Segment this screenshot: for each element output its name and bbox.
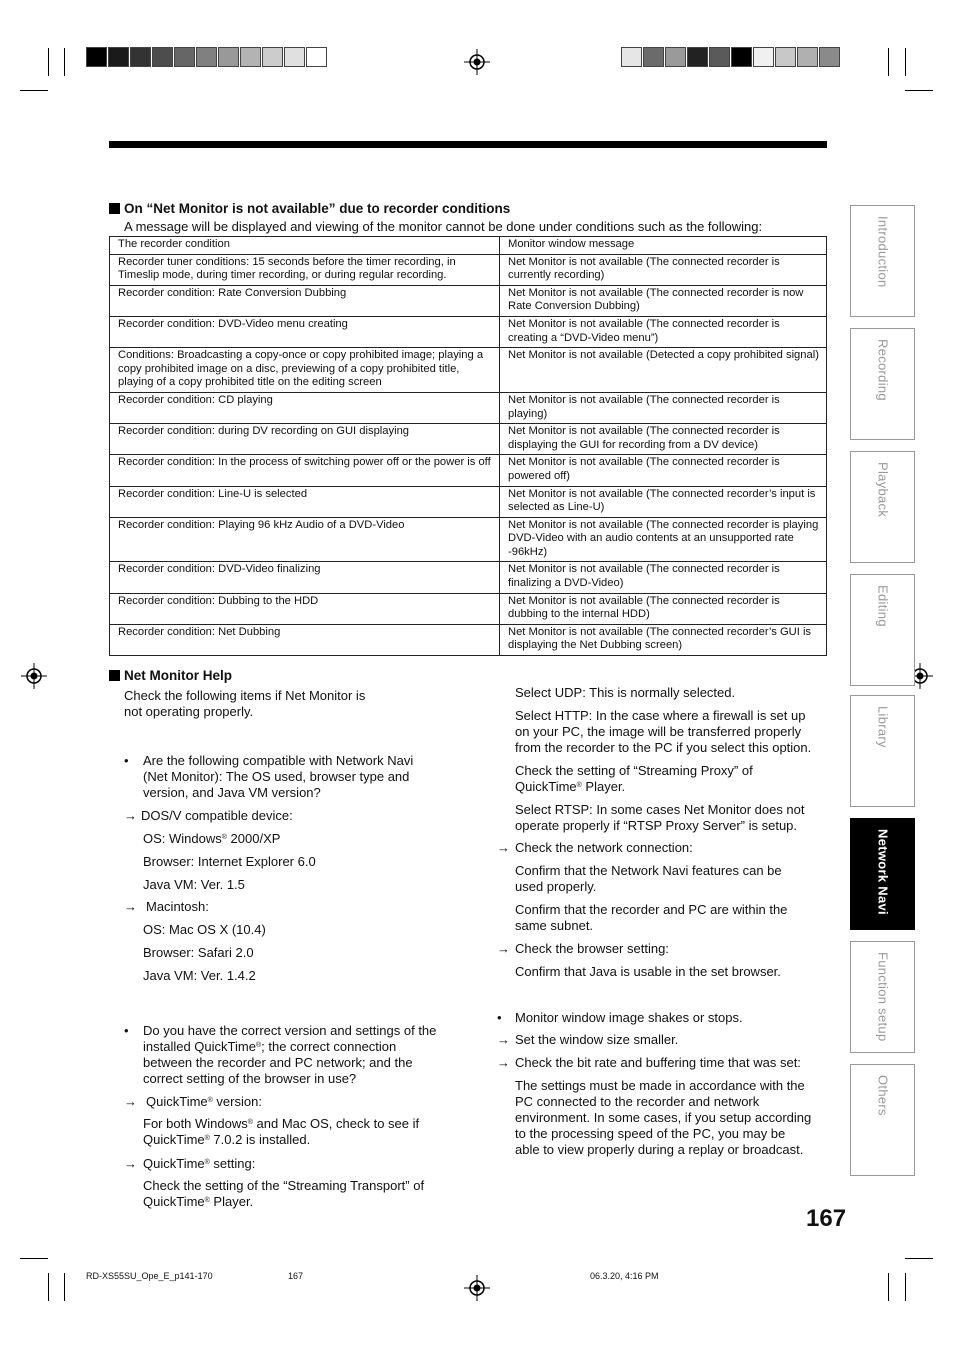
section-heading-net-monitor-unavailable [109, 201, 510, 216]
bullet-icon: • [124, 1023, 129, 1038]
arrow-icon: → [497, 1032, 510, 1047]
table-row [110, 455, 827, 486]
recorder-condition-table [109, 236, 827, 656]
quicktime-version-text: QuickTime® 7.0.2 is installed. [143, 1132, 311, 1147]
recorder-condition-cell: Recorder condition: DVD-Video menu creating [110, 316, 500, 347]
footer-file: RD-XS55SU_Ope_E_p141-170 [86, 1271, 213, 1281]
recorder-condition-cell: Recorder condition: during DV recording on GUI displaying [110, 424, 500, 455]
color-swatch [687, 47, 708, 67]
window-size-text: Set the window size smaller. [515, 1032, 679, 1047]
tab-others[interactable] [850, 1064, 915, 1176]
recorder-condition-cell: Conditions: Broadcasting a copy-once or copy prohibited image; playing a copy prohibited image on a disc, previewing of a copy prohibited title, playing of a copy prohibited title on the editing screen [110, 348, 500, 393]
monitor-message-cell: Net Monitor is not available (The connected recorder is displaying the GUI for recording from a DV device) [500, 424, 827, 455]
recorder-condition-cell: Recorder condition: Line-U is selected [110, 486, 500, 517]
tab-label: Editing [875, 585, 890, 627]
heading-square-icon [109, 670, 120, 681]
confirm-text: Confirm that the recorder and PC are within the [515, 902, 788, 917]
color-swatch [753, 47, 774, 67]
tab-label: Network Navi [875, 829, 890, 915]
bullet-icon: • [497, 1010, 502, 1025]
crop-mark [20, 1258, 48, 1259]
footer-date: 06.3.20, 4:16 PM [590, 1271, 659, 1281]
crop-mark [64, 48, 65, 76]
tab-library[interactable] [850, 695, 915, 807]
tab-label: Playback [875, 462, 890, 518]
recorder-condition-cell: Recorder condition: CD playing [110, 392, 500, 423]
proxy-text: Check the setting of “Streaming Proxy” of [515, 763, 753, 778]
settings-text: to the processing speed of the PC, you may be [515, 1126, 786, 1141]
crop-mark [888, 48, 889, 76]
quicktime-version-label: QuickTime® version: [146, 1094, 262, 1109]
tab-recording[interactable] [850, 328, 915, 440]
color-swatch [108, 47, 129, 67]
color-swatch [262, 47, 283, 67]
table-row [110, 624, 827, 655]
tab-label: Function setup [875, 952, 890, 1042]
monitor-message-cell: Net Monitor is not available (The connected recorder is playing) [500, 392, 827, 423]
http-text: on your PC, the image will be transferred properly [515, 724, 802, 739]
color-swatch [196, 47, 217, 67]
network-check-label: Check the network connection: [515, 840, 693, 855]
confirm-text: same subnet. [515, 918, 594, 933]
crop-mark [64, 1273, 65, 1301]
color-swatch [621, 47, 642, 67]
monitor-message-cell: Net Monitor is not available (The connected recorder is dubbing to the internal HDD) [500, 593, 827, 624]
table-header-cell: The recorder condition [110, 237, 500, 255]
table-row [110, 348, 827, 393]
bitrate-text: Check the bit rate and buffering time that was set: [515, 1055, 801, 1070]
http-text: Select HTTP: In the case where a firewall is set up [515, 708, 806, 723]
settings-text: environment. In some cases, if you setup according [515, 1110, 812, 1125]
proxy-text: QuickTime® Player. [515, 779, 626, 794]
bullet-icon: • [124, 753, 129, 768]
color-swatch [86, 47, 107, 67]
shakes-question: Monitor window image shakes or stops. [515, 1010, 743, 1025]
color-swatch [174, 47, 195, 67]
java-vm-windows: Java VM: Ver. 1.5 [143, 877, 245, 892]
monitor-message-cell: Net Monitor is not available (Detected a copy prohibited signal) [500, 348, 827, 393]
color-swatch [284, 47, 305, 67]
monitor-message-cell: Net Monitor is not available (The connected recorder is powered off) [500, 455, 827, 486]
table-row [110, 254, 827, 285]
question-line: Do you have the correct version and settings of the [143, 1023, 437, 1038]
arrow-icon: → [124, 899, 137, 914]
section1-intro: A message will be displayed and viewing of the monitor cannot be done under conditions such as the following: [124, 219, 763, 234]
os-windows: OS: Windows® 2000/XP [143, 831, 281, 846]
rtsp-text: Select RTSP: In some cases Net Monitor does not [515, 802, 805, 817]
tab-label: Library [875, 706, 890, 748]
monitor-message-cell: Net Monitor is not available (The connected recorder’s GUI is displaying the Net Dubbing screen) [500, 624, 827, 655]
table-row [110, 316, 827, 347]
footer-page: 167 [288, 1271, 304, 1281]
table-row [110, 517, 827, 562]
streaming-transport-text: QuickTime® Player. [143, 1194, 254, 1209]
arrow-icon: → [497, 941, 510, 956]
monitor-message-cell: Net Monitor is not available (The connected recorder is creating a “DVD-Video menu”) [500, 316, 827, 347]
color-swatch [797, 47, 818, 67]
registration-mark-icon [21, 663, 47, 689]
os-mac: OS: Mac OS X (10.4) [143, 922, 266, 937]
browser-check-label: Check the browser setting: [515, 941, 669, 956]
help-intro-line: not operating properly. [124, 704, 254, 719]
settings-text: PC connected to the recorder and network [515, 1094, 760, 1109]
table-header-row [110, 237, 827, 255]
tab-introduction[interactable] [850, 205, 915, 317]
question-line: between the recorder and PC network; and the [143, 1055, 413, 1070]
quicktime-version-text: For both Windows® and Mac OS, check to see if [143, 1116, 420, 1131]
quicktime-setting-label: QuickTime® setting: [143, 1156, 256, 1171]
color-swatch [152, 47, 173, 67]
http-text: from the recorder to the PC if you select this option. [515, 740, 812, 755]
crop-mark [888, 1273, 889, 1301]
streaming-transport-text: Check the setting of the “Streaming Transport” of [143, 1178, 425, 1193]
help-intro-line: Check the following items if Net Monitor is [124, 688, 366, 703]
table-row [110, 424, 827, 455]
tab-editing[interactable] [850, 574, 915, 686]
crop-mark [20, 90, 48, 91]
crop-mark [48, 48, 49, 76]
arrow-icon: → [124, 1156, 137, 1171]
color-swatch [731, 47, 752, 67]
color-swatch-bar-right [621, 47, 841, 69]
rtsp-text: operate properly if “RTSP Proxy Server” is setup. [515, 818, 798, 833]
color-swatch-bar-left [86, 47, 328, 69]
color-swatch [306, 47, 327, 67]
arrow-icon: → [497, 1055, 510, 1070]
confirm-java-text: Confirm that Java is usable in the set browser. [515, 964, 781, 979]
arrow-icon: → [124, 1094, 137, 1109]
color-swatch [130, 47, 151, 67]
color-swatch [218, 47, 239, 67]
crop-mark [905, 48, 906, 76]
recorder-condition-cell: Recorder condition: Rate Conversion Dubbing [110, 285, 500, 316]
dosv-label: DOS/V compatible device: [141, 808, 293, 823]
top-rule [109, 141, 827, 148]
recorder-condition-cell: Recorder tuner conditions: 15 seconds before the timer recording, in Timeslip mode, during timer recording, or during regular recording. [110, 254, 500, 285]
question-line: installed QuickTime®; the correct connection [143, 1039, 397, 1054]
monitor-message-cell: Net Monitor is not available (The connected recorder is finalizing a DVD-Video) [500, 562, 827, 593]
recorder-condition-cell: Recorder condition: Playing 96 kHz Audio of a DVD-Video [110, 517, 500, 562]
table-row [110, 562, 827, 593]
mac-label: Macintosh: [146, 899, 209, 914]
confirm-text: used properly. [515, 879, 597, 894]
tab-function-setup[interactable] [850, 941, 915, 1053]
question-line: correct setting of the browser in use? [143, 1071, 357, 1086]
tab-label: Others [875, 1075, 890, 1116]
browser-safari: Browser: Safari 2.0 [143, 945, 254, 960]
tab-label: Recording [875, 339, 890, 401]
question-line: version, and Java VM version? [143, 785, 321, 800]
table-row [110, 593, 827, 624]
tab-network-navi[interactable] [850, 818, 915, 930]
color-swatch [709, 47, 730, 67]
color-swatch [643, 47, 664, 67]
settings-text: able to view properly during a replay or broadcast. [515, 1142, 804, 1157]
registration-mark-icon [464, 1275, 490, 1301]
table-row [110, 285, 827, 316]
crop-mark [905, 1258, 933, 1259]
udp-text: Select UDP: This is normally selected. [515, 685, 736, 700]
section-heading-net-monitor-help [109, 668, 232, 683]
crop-mark [905, 1273, 906, 1301]
table-row [110, 392, 827, 423]
page-number: 167 [806, 1205, 847, 1232]
recorder-condition-cell: Recorder condition: In the process of switching power off or the power is off [110, 455, 500, 486]
recorder-condition-cell: Recorder condition: Dubbing to the HDD [110, 593, 500, 624]
confirm-text: Confirm that the Network Navi features can be [515, 863, 782, 878]
arrow-icon: → [124, 808, 137, 823]
heading-text: Net Monitor Help [124, 668, 232, 683]
crop-mark [48, 1273, 49, 1301]
heading-square-icon [109, 203, 120, 214]
settings-text: The settings must be made in accordance with the [515, 1078, 805, 1093]
color-swatch [665, 47, 686, 67]
registration-mark-icon [464, 49, 490, 75]
heading-text: On “Net Monitor is not available” due to recorder conditions [124, 201, 511, 216]
monitor-message-cell: Net Monitor is not available (The connected recorder is playing DVD-Video with an audio contents at an unsupported rate -96kHz) [500, 517, 827, 562]
monitor-message-cell: Net Monitor is not available (The connected recorder’s input is selected as Line-U) [500, 486, 827, 517]
monitor-message-cell: Net Monitor is not available (The connected recorder is now Rate Conversion Dubbing) [500, 285, 827, 316]
recorder-condition-cell: Recorder condition: Net Dubbing [110, 624, 500, 655]
tab-label: Introduction [875, 216, 890, 288]
arrow-icon: → [497, 840, 510, 855]
monitor-message-cell: Net Monitor is not available (The connected recorder is currently recording) [500, 254, 827, 285]
table-row [110, 486, 827, 517]
table-header-cell: Monitor window message [500, 237, 827, 255]
tab-playback[interactable] [850, 451, 915, 563]
crop-mark [905, 90, 933, 91]
java-vm-mac: Java VM: Ver. 1.4.2 [143, 968, 256, 983]
question-line: Are the following compatible with Network Navi [143, 753, 414, 768]
color-swatch [775, 47, 796, 67]
color-swatch [240, 47, 261, 67]
question-line: (Net Monitor): The OS used, browser type and [143, 769, 410, 784]
recorder-condition-cell: Recorder condition: DVD-Video finalizing [110, 562, 500, 593]
color-swatch [819, 47, 840, 67]
browser-ie: Browser: Internet Explorer 6.0 [143, 854, 316, 869]
